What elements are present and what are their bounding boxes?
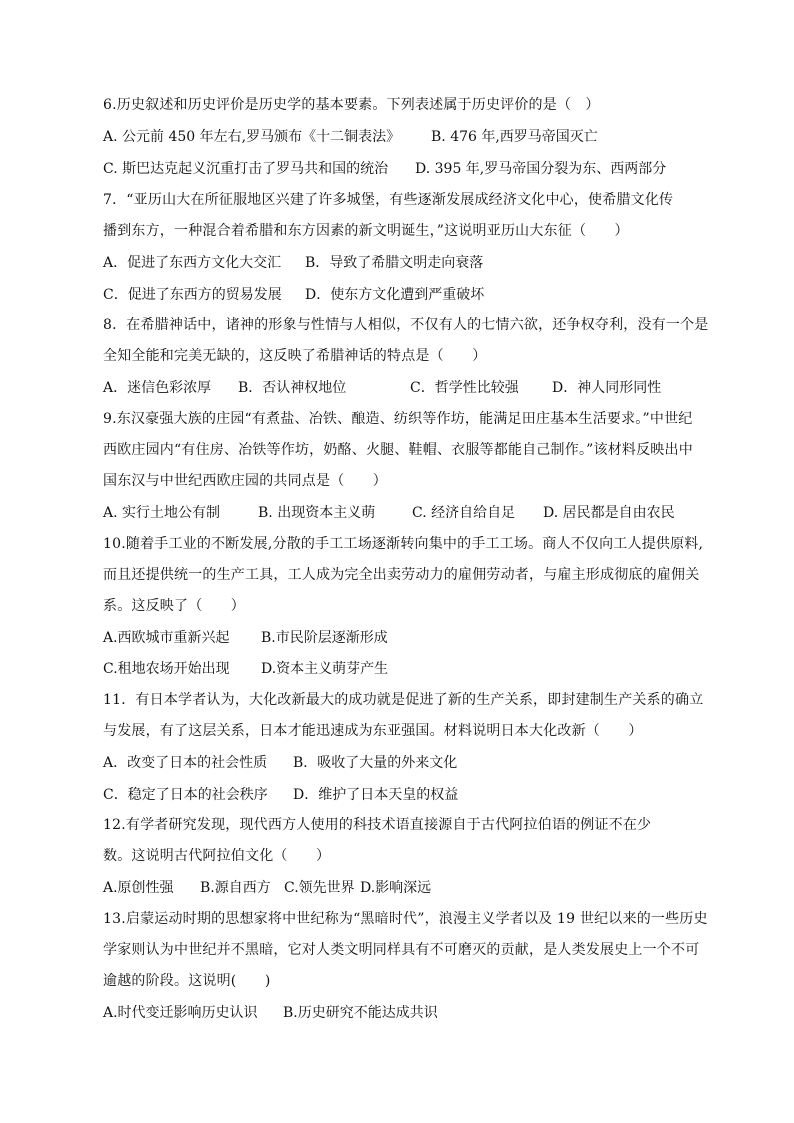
option-c: C.租地农场开始出现 xyxy=(103,661,230,677)
option-a: A．迷信色彩浓厚 xyxy=(103,380,212,396)
option-d: D．使东方文化遭到严重破坏 xyxy=(305,287,485,303)
option-c: C．哲学性比较强 xyxy=(410,380,519,396)
option-a: A.时代变迁影响历史认识 xyxy=(103,1005,258,1021)
question-stem: 9.东汉豪强大族的庄园“有煮盐、冶铁、酿造、纺织等作坊，能满足田庄基本生活要求。”中世纪 xyxy=(103,411,693,427)
question-stem: 系。这反映了（ ） xyxy=(103,598,245,614)
option-c: C．促进了东西方的贸易发展 xyxy=(103,287,282,303)
option-c: C. 经济自给自足 xyxy=(412,505,516,521)
option-a: A.西欧城市重新兴起 xyxy=(103,630,230,646)
question-stem: 10.随着手工业的不断发展,分散的手工工场逐渐转向集中的手工工场。商人不仅向工人提供原料, xyxy=(103,536,704,552)
question-stem: 7．“亚历山大在所征服地区兴建了许多城堡，有些逐渐发展成经济文化中心，使希腊文化传 xyxy=(103,192,674,208)
option-a: A. 实行土地公有制 xyxy=(103,505,221,521)
option-d: D．神人同形同性 xyxy=(552,380,662,396)
option-b: B.源自西方 xyxy=(200,880,271,896)
question-stem: 与发展，有了这层关系，日本才能迅速成为东亚强国。材料说明日本大化改新（ ） xyxy=(103,723,643,739)
option-d: D. 居民都是自由农民 xyxy=(543,505,675,521)
option-b: B.市民阶层逐渐形成 xyxy=(261,630,388,646)
option-c: C. 斯巴达克起义沉重打击了罗马共和国的统治 xyxy=(103,161,389,177)
question-stem: 学家则认为中世纪并不黑暗，它对人类文明同样具有不可磨灭的贡献，是人类发展史上一个不可 xyxy=(103,942,700,958)
option-b: B.历史研究不能达成共识 xyxy=(283,1005,438,1021)
question-stem: 逾越的阶段。这说明( ) xyxy=(103,973,271,989)
option-d: D．维护了日本天皇的权益 xyxy=(293,787,459,803)
question-stem: 西欧庄园内“有住房、冶铁等作坊，奶酪、火腿、鞋帽、衣服等都能自己制作。”该材料反映出中 xyxy=(103,442,693,458)
option-a: A．改变了日本的社会性质 xyxy=(103,755,268,771)
question-stem: 播到东方，一种混合着希腊和东方因素的新文明诞生，”这说明亚历山大东征（ ） xyxy=(103,223,629,239)
question-stem: 13.启蒙运动时期的思想家将中世纪称为“黑暗时代”，浪漫主义学者以及 19 世纪以来的一些历史 xyxy=(103,911,708,927)
option-b: B．否认神权地位 xyxy=(238,380,347,396)
option-c: C.领先世界 xyxy=(284,880,355,896)
option-d: D. 395 年,罗马帝国分裂为东、西两部分 xyxy=(415,161,667,177)
option-a: A.原创性强 xyxy=(103,880,174,896)
question-stem: 12.有学者研究发现，现代西方人使用的科技术语直接源自于古代阿拉伯语的例证不在少 xyxy=(103,817,652,833)
question-stem: 而且还提供统一的生产工具，工人成为完全出卖劳动力的雇佣劳动者，与雇主形成彻底的雇佣关 xyxy=(103,567,700,583)
option-a: A．促进了东西方文化大交汇 xyxy=(103,255,282,271)
option-b: B. 出现资本主义萌 xyxy=(258,505,376,521)
option-b: B. 476 年,西罗马帝国灭亡 xyxy=(431,129,598,145)
option-c: C．稳定了日本的社会秩序 xyxy=(103,787,268,803)
question-stem: 8．在希腊神话中，诸神的形象与性情与人相似，不仅有人的七情六欲，还争权夺利，没有一个是 xyxy=(103,317,709,333)
option-b: B．导致了希腊文明走向衰落 xyxy=(305,255,484,271)
option-b: B．吸收了大量的外来文化 xyxy=(293,755,458,771)
option-d: D.影响深远 xyxy=(360,880,432,896)
question-stem: 全知全能和完美无缺的，这反映了希腊神话的特点是（ ） xyxy=(103,348,487,364)
question-stem: 6.历史叙述和历史评价是历史学的基本要素。下列表述属于历史评价的是（ ） xyxy=(103,97,600,113)
question-stem: 11．有日本学者认为，大化改新最大的成功就是促进了新的生产关系，即封建制生产关系的确立 xyxy=(103,692,704,708)
option-a: A. 公元前 450 年左右,罗马颁布《十二铜表法》 xyxy=(103,129,401,145)
question-stem: 国东汉与中世纪西欧庄园的共同点是（ ） xyxy=(103,473,387,489)
question-stem: 数。这说明古代阿拉伯文化（ ） xyxy=(103,848,331,864)
option-d: D.资本主义萌芽产生 xyxy=(261,661,389,677)
